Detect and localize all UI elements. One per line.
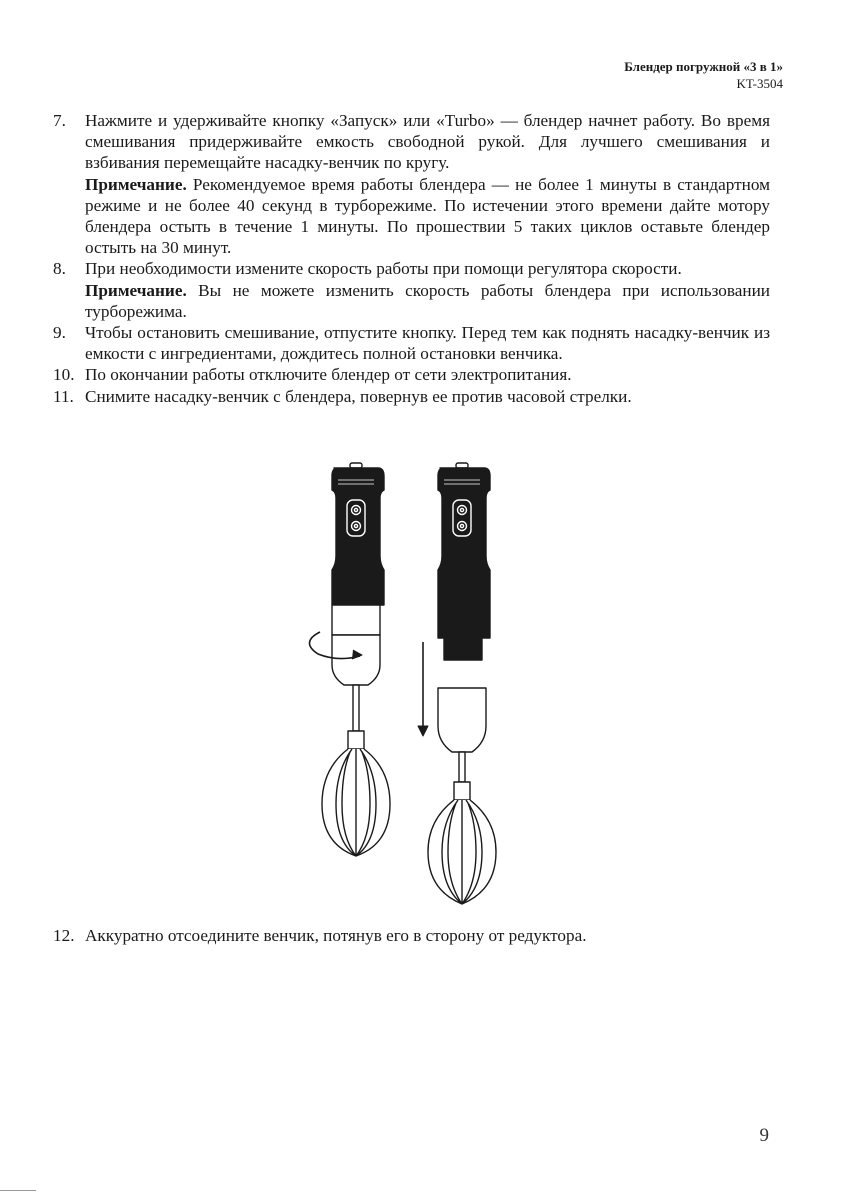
list-item-11 [53, 386, 770, 407]
item-number: 9. [53, 323, 66, 343]
blender-illustration [290, 460, 520, 908]
blender-assembled-icon [322, 463, 390, 856]
list-item-10 [53, 364, 770, 385]
blender-disassembled-icon [428, 463, 496, 904]
page-header [624, 58, 783, 92]
note [85, 174, 770, 259]
item-number: 8. [53, 259, 66, 279]
item-number: 12. [53, 926, 75, 945]
footer-divider [0, 1190, 36, 1191]
item-text: Аккуратно отсоедините венчик, потянув его в сторону от редуктора. [85, 926, 587, 945]
note-text: Рекомендуемое время работы блендера — не более 1 минуты в стандартном режиме и не более 40 секунд в турборежиме. По истечении этого времени дайте мотору блендера остыть в течение 1 минуты. По прошествии 5 таких циклов оставьте блендер остыть на 30 минут. [85, 174, 770, 258]
note [85, 280, 770, 322]
list-item-7 [53, 110, 770, 258]
note-label: Примечание. [85, 174, 187, 194]
item-text: Нажмите и удерживайте кнопку «Запуск» или «Turbo» — блендер начнет работу. Во время смешивания придерживайте емкость свободной рукой. Для лучшего смешивания и взбивания перемещайте насадку-венчик по кругу. [85, 111, 770, 173]
item-number: 7. [53, 111, 66, 130]
item-text: При необходимости измените скорость работы при помощи регулятора скорости. [85, 259, 682, 279]
note-text: Вы не можете изменить скорость работы блендера при использовании турборежима. [85, 280, 770, 321]
model-number: KT-3504 [736, 76, 783, 91]
instruction-list [53, 110, 770, 407]
list-item-8 [53, 258, 770, 322]
note-label: Примечание. [85, 280, 187, 300]
list-item-12 [53, 925, 802, 946]
list-item-9 [53, 322, 770, 364]
product-title: Блендер погружной «3 в 1» [624, 59, 783, 74]
item-number: 11. [53, 386, 74, 406]
item-text: Снимите насадку-венчик с блендера, повернув ее против часовой стрелки. [85, 386, 632, 406]
item-number: 10. [53, 365, 75, 385]
item-text: По окончании работы отключите блендер от сети электропитания. [85, 365, 572, 385]
page-number: 9 [759, 1125, 769, 1146]
item-text: Чтобы остановить смешивание, отпустите кнопку. Перед тем как поднять насадку-венчик из емкости с ингредиентами, дождитесь полной остановки венчика. [85, 323, 770, 364]
